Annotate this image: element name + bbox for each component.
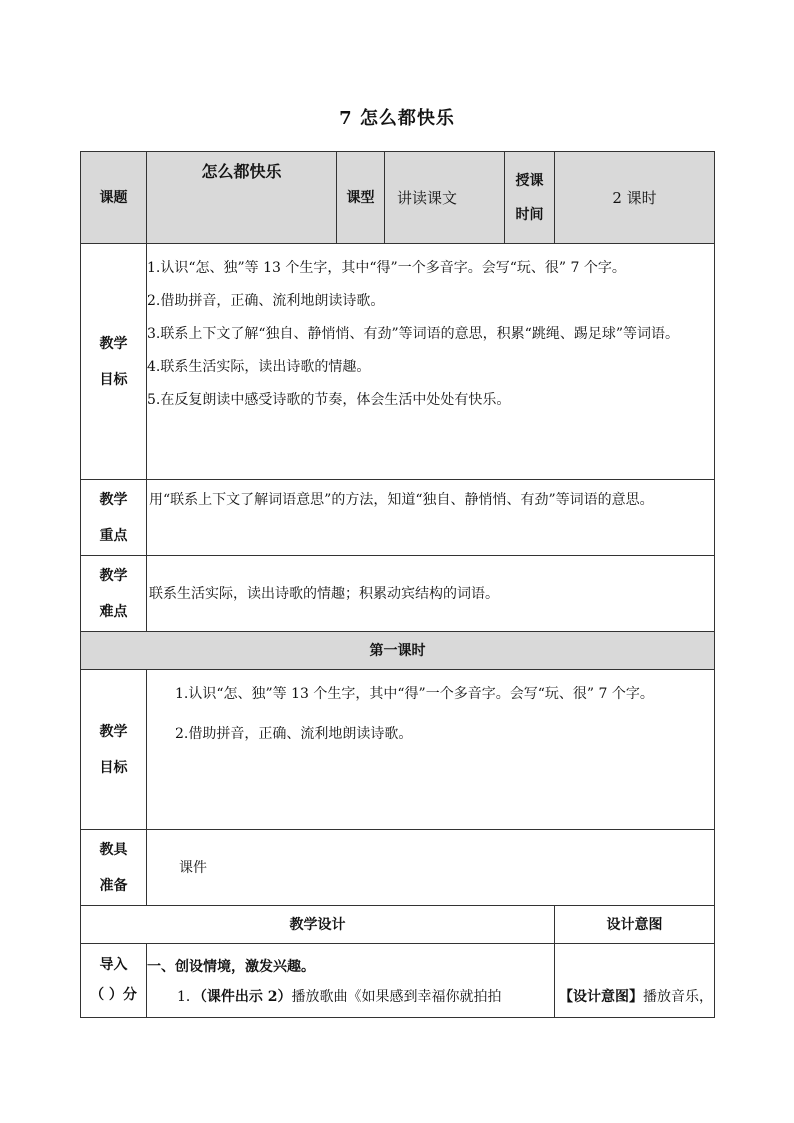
lesson-plan-table xyxy=(80,151,715,1018)
type-label: 课型 xyxy=(337,152,385,244)
key-points-row xyxy=(81,480,715,556)
difficulties-row xyxy=(81,556,715,632)
intro-intent xyxy=(555,944,715,1018)
intro-minutes: （ ）分 xyxy=(90,987,137,1003)
time-label-line-1: 授课 xyxy=(515,172,544,189)
time-label xyxy=(505,152,555,244)
goal-item: 4.联系生活实际，读出诗歌的情趣。 xyxy=(147,359,371,375)
step-1-tag: （课件出示 2） xyxy=(199,989,292,1005)
design-header-row xyxy=(81,906,715,944)
difficulties-label-line-1: 教学 xyxy=(99,567,128,584)
goal-item: 2.借助拼音，正确、流利地朗读诗歌。 xyxy=(147,293,385,309)
step-1-text: 播放歌曲《如果感到幸福你就拍拍 xyxy=(291,989,502,1005)
intro-label-cell xyxy=(81,944,147,1018)
goals-label-line-2: 目标 xyxy=(99,371,128,388)
time-label-line-2: 时间 xyxy=(515,206,544,223)
difficulties-label xyxy=(81,556,147,632)
type-value: 讲读课文 xyxy=(385,152,505,244)
goals-label xyxy=(81,244,147,480)
document-title: 7 怎么都快乐 xyxy=(339,108,455,129)
intro-label: 导入 xyxy=(99,957,128,973)
goals-label-line-1: 教学 xyxy=(99,335,128,352)
time-value: 2 课时 xyxy=(555,152,715,244)
header-row xyxy=(81,152,715,244)
intro-step-1 xyxy=(147,982,552,1012)
goals-row xyxy=(81,244,715,480)
step-1-prefix: 1． xyxy=(177,989,200,1005)
intent-col-header: 设计意图 xyxy=(555,906,715,944)
lesson1-heading-row xyxy=(81,632,715,670)
lesson1-heading: 第一课时 xyxy=(81,632,715,670)
goals-content xyxy=(147,244,715,480)
tools-label xyxy=(81,830,147,906)
goal-item: 1.认识“怎、独”等 13 个生字，其中“得”一个多音字。会写“玩、很” 7 个字。 xyxy=(147,260,626,276)
key-points-label-line-1: 教学 xyxy=(99,491,128,508)
lesson1-goals-label-line-1: 教学 xyxy=(99,723,128,740)
key-points-label-line-2: 重点 xyxy=(99,527,128,544)
intent-tag: 【设计意图】 xyxy=(559,989,643,1005)
intro-content xyxy=(147,944,555,1018)
lesson1-goal-item: 1.认识“怎、独”等 13 个生字，其中“得”一个多音字。会写“玩、很” 7 个字。 xyxy=(175,686,654,702)
subject-value: 怎么都快乐 xyxy=(147,152,337,244)
key-points-label xyxy=(81,480,147,556)
lesson1-goal-item: 2.借助拼音，正确、流利地朗读诗歌。 xyxy=(175,726,413,742)
intro-row xyxy=(81,944,715,1018)
lesson1-goals-label-line-2: 目标 xyxy=(99,759,128,776)
tools-label-line-1: 教具 xyxy=(99,841,128,858)
lesson1-goals-label xyxy=(81,670,147,830)
tools-label-line-2: 准备 xyxy=(99,877,128,894)
intro-section-heading: 一、创设情境，激发兴趣。 xyxy=(147,959,315,975)
intent-text: 播放音乐， xyxy=(643,989,713,1005)
difficulties-label-line-2: 难点 xyxy=(99,603,128,620)
lesson1-goals-content xyxy=(147,670,715,830)
design-col-header: 教学设计 xyxy=(81,906,555,944)
subject-label: 课题 xyxy=(81,152,147,244)
goal-item: 5.在反复朗读中感受诗歌的节奏，体会生活中处处有快乐。 xyxy=(147,392,511,408)
tools-value: 课件 xyxy=(147,830,715,906)
lesson1-goals-row xyxy=(81,670,715,830)
tools-row xyxy=(81,830,715,906)
key-points-text: 用“联系上下文了解词语意思”的方法，知道“独自、静悄悄、有劲”等词语的意思。 xyxy=(147,480,715,556)
difficulties-text: 联系生活实际，读出诗歌的情趣；积累动宾结构的词语。 xyxy=(147,556,715,632)
goal-item: 3.联系上下文了解“独自、静悄悄、有劲”等词语的意思，积累“跳绳、踢足球”等词语。 xyxy=(147,326,679,342)
